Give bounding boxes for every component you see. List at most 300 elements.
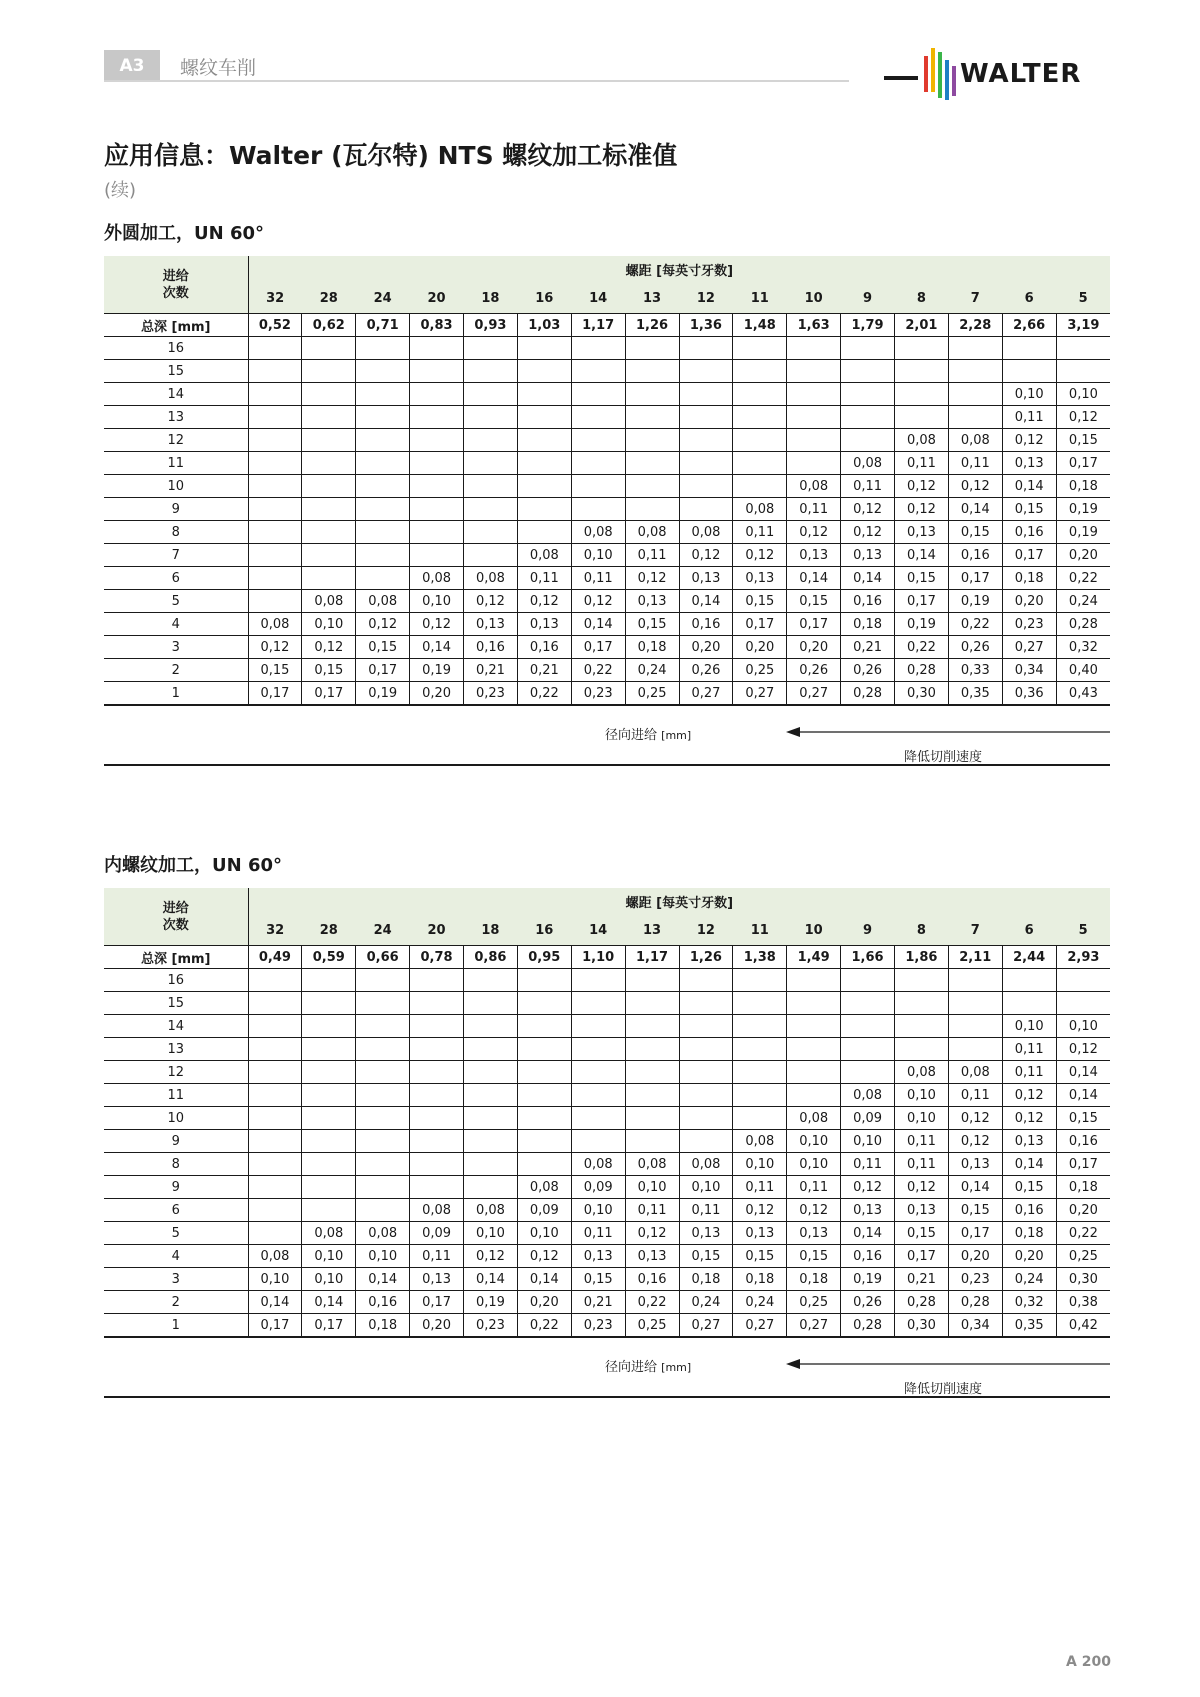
radial-feed-cell: 0,12 xyxy=(571,590,625,613)
radial-feed-cell xyxy=(517,337,571,360)
radial-feed-cell xyxy=(679,406,733,429)
radial-feed-cell: 0,17 xyxy=(410,1291,464,1314)
radial-feed-cell: 0,12 xyxy=(679,544,733,567)
radial-feed-cell: 0,15 xyxy=(787,590,841,613)
radial-feed-cell: 0,11 xyxy=(571,567,625,590)
radial-feed-cell: 0,28 xyxy=(1056,613,1110,636)
radial-feed-cell: 0,16 xyxy=(517,636,571,659)
total-depth-value: 0,71 xyxy=(356,314,410,337)
radial-feed-cell: 0,10 xyxy=(1002,1015,1056,1038)
radial-feed-cell xyxy=(356,1061,410,1084)
radial-feed-cell xyxy=(517,1130,571,1153)
radial-feed-cell: 0,12 xyxy=(517,1245,571,1268)
radial-feed-cell: 0,11 xyxy=(571,1222,625,1245)
radial-feed-cell: 0,13 xyxy=(895,1199,949,1222)
radial-feed-cell xyxy=(625,360,679,383)
radial-feed-cell: 0,20 xyxy=(787,636,841,659)
radial-feed-cell xyxy=(787,452,841,475)
total-depth-value: 1,48 xyxy=(733,314,787,337)
table-row xyxy=(104,590,1110,613)
radial-feed-cell: 0,08 xyxy=(948,1061,1002,1084)
radial-feed-cell xyxy=(571,1038,625,1061)
radial-feed-cell xyxy=(841,1015,895,1038)
radial-feed-cell: 0,08 xyxy=(841,1084,895,1107)
radial-feed-cell xyxy=(302,337,356,360)
logo-dash xyxy=(884,76,918,80)
radial-feed-cell: 0,17 xyxy=(895,1245,949,1268)
total-depth-value: 1,26 xyxy=(625,314,679,337)
radial-feed-cell xyxy=(841,360,895,383)
radial-feed-cell: 0,19 xyxy=(1056,498,1110,521)
radial-feed-cell xyxy=(517,1107,571,1130)
radial-feed-cell: 0,26 xyxy=(841,659,895,682)
radial-feed-cell: 0,08 xyxy=(787,1107,841,1130)
radial-feed-cell: 0,21 xyxy=(841,636,895,659)
radial-feed-cell xyxy=(787,360,841,383)
radial-feed-cell: 0,12 xyxy=(302,636,356,659)
radial-feed-cell: 0,13 xyxy=(679,1222,733,1245)
radial-feed-cell xyxy=(895,337,949,360)
radial-feed-cell xyxy=(464,475,518,498)
table-row xyxy=(104,567,1110,590)
radial-feed-cell: 0,23 xyxy=(948,1268,1002,1291)
table-row xyxy=(104,1153,1110,1176)
radial-feed-cell xyxy=(733,1107,787,1130)
table-row xyxy=(104,383,1110,406)
radial-feed-cell: 0,09 xyxy=(841,1107,895,1130)
radial-feed-cell: 0,20 xyxy=(948,1245,1002,1268)
radial-feed-cell xyxy=(464,1061,518,1084)
radial-feed-cell: 0,12 xyxy=(1002,429,1056,452)
pitch-value: 28 xyxy=(302,915,356,946)
logo-bar xyxy=(924,56,928,92)
radial-feed-cell: 0,10 xyxy=(410,590,464,613)
radial-feed-cell xyxy=(679,1107,733,1130)
radial-feed-cell: 0,15 xyxy=(248,659,302,682)
pitch-value: 7 xyxy=(948,915,1002,946)
radial-feed-cell: 0,10 xyxy=(302,613,356,636)
radial-feed-cell: 0,22 xyxy=(571,659,625,682)
pass-number: 14 xyxy=(104,1015,248,1038)
radial-feed-cell xyxy=(733,969,787,992)
radial-feed-cell: 0,12 xyxy=(1002,1084,1056,1107)
table-row xyxy=(104,659,1110,682)
pass-number: 10 xyxy=(104,475,248,498)
table-row xyxy=(104,475,1110,498)
radial-feed-cell xyxy=(248,1222,302,1245)
radial-feed-cell xyxy=(302,544,356,567)
radial-feed-cell xyxy=(302,1038,356,1061)
radial-feed-cell xyxy=(410,452,464,475)
radial-feed-cell xyxy=(517,383,571,406)
radial-feed-cell: 0,13 xyxy=(733,1222,787,1245)
radial-feed-cell xyxy=(625,1107,679,1130)
radial-feed-cell xyxy=(356,1107,410,1130)
table-row xyxy=(104,360,1110,383)
radial-feed-cell xyxy=(410,1038,464,1061)
radial-feed-cell: 0,08 xyxy=(571,1153,625,1176)
pass-number: 12 xyxy=(104,1061,248,1084)
radial-feed-cell: 0,10 xyxy=(302,1245,356,1268)
radial-feed-cell: 0,38 xyxy=(1056,1291,1110,1314)
radial-feed-cell xyxy=(248,498,302,521)
total-depth-value: 2,01 xyxy=(895,314,949,337)
radial-feed-cell: 0,16 xyxy=(464,636,518,659)
radial-feed-cell xyxy=(679,360,733,383)
radial-feed-cell: 0,30 xyxy=(895,1314,949,1338)
left-arrow-icon xyxy=(786,726,1110,738)
radial-feed-cell xyxy=(248,429,302,452)
radial-feed-cell xyxy=(356,406,410,429)
radial-feed-cell xyxy=(733,383,787,406)
radial-feed-cell: 0,10 xyxy=(571,544,625,567)
radial-feed-cell xyxy=(248,1153,302,1176)
radial-feed-cell: 0,22 xyxy=(948,613,1002,636)
table-footer xyxy=(104,1338,1110,1396)
radial-feed-cell xyxy=(1056,337,1110,360)
radial-feed-cell: 0,13 xyxy=(787,544,841,567)
radial-feed-cell: 0,14 xyxy=(302,1291,356,1314)
radial-feed-cell: 0,20 xyxy=(679,636,733,659)
radial-feed-cell xyxy=(356,1153,410,1176)
radial-feed-cell xyxy=(625,498,679,521)
radial-feed-cell: 0,24 xyxy=(733,1291,787,1314)
radial-feed-cell: 0,26 xyxy=(787,659,841,682)
radial-feed-cell: 0,24 xyxy=(679,1291,733,1314)
total-depth-value: 1,63 xyxy=(787,314,841,337)
pass-number: 13 xyxy=(104,406,248,429)
logo-bar xyxy=(945,60,949,100)
pass-number: 16 xyxy=(104,337,248,360)
radial-feed-cell xyxy=(410,337,464,360)
pitch-value: 13 xyxy=(625,283,679,314)
radial-feed-cell: 0,10 xyxy=(895,1084,949,1107)
radial-feed-cell: 0,09 xyxy=(571,1176,625,1199)
total-depth-value: 3,19 xyxy=(1056,314,1110,337)
pass-number: 1 xyxy=(104,682,248,706)
radial-feed-cell: 0,27 xyxy=(787,1314,841,1338)
radial-feed-cell: 0,21 xyxy=(895,1268,949,1291)
radial-feed-cell xyxy=(625,1038,679,1061)
radial-feed-cell: 0,11 xyxy=(517,567,571,590)
pass-number: 8 xyxy=(104,1153,248,1176)
radial-feed-cell: 0,14 xyxy=(1002,1153,1056,1176)
radial-feed-cell: 0,11 xyxy=(895,1130,949,1153)
radial-feed-cell: 0,17 xyxy=(356,659,410,682)
radial-feed-cell: 0,17 xyxy=(787,613,841,636)
radial-feed-cell xyxy=(302,521,356,544)
radial-feed-cell: 0,18 xyxy=(1056,1176,1110,1199)
radial-feed-cell xyxy=(733,475,787,498)
radial-feed-cell xyxy=(571,498,625,521)
radial-feed-cell xyxy=(302,406,356,429)
radial-feed-cell: 0,11 xyxy=(625,544,679,567)
radial-feed-cell: 0,19 xyxy=(356,682,410,706)
table-row xyxy=(104,1061,1110,1084)
radial-feed-cell xyxy=(248,567,302,590)
walter-logo xyxy=(884,46,1110,104)
radial-feed-cell xyxy=(356,1038,410,1061)
radial-feed-cell: 0,16 xyxy=(841,590,895,613)
radial-feed-cell xyxy=(787,337,841,360)
radial-feed-cell xyxy=(895,1015,949,1038)
table-row xyxy=(104,1245,1110,1268)
radial-feed-cell xyxy=(464,992,518,1015)
radial-feed-cell: 0,15 xyxy=(733,590,787,613)
radial-feed-cell: 0,25 xyxy=(787,1291,841,1314)
radial-feed-cell xyxy=(625,429,679,452)
pass-number: 7 xyxy=(104,544,248,567)
radial-feed-cell: 0,10 xyxy=(248,1268,302,1291)
pitch-value: 18 xyxy=(464,283,518,314)
radial-feed-cell xyxy=(517,498,571,521)
radial-feed-cell: 0,14 xyxy=(248,1291,302,1314)
radial-feed-cell xyxy=(302,1107,356,1130)
radial-feed-cell xyxy=(787,969,841,992)
radial-feed-cell: 0,25 xyxy=(625,682,679,706)
radial-feed-cell: 0,08 xyxy=(464,1199,518,1222)
radial-feed-cell xyxy=(571,360,625,383)
total-depth-label: 总深 [mm] xyxy=(104,946,248,969)
radial-feed-cell: 0,08 xyxy=(356,1222,410,1245)
radial-feed-cell xyxy=(356,1176,410,1199)
radial-feed-cell: 0,17 xyxy=(248,1314,302,1338)
total-depth-value: 0,93 xyxy=(464,314,518,337)
radial-feed-cell xyxy=(356,1084,410,1107)
radial-feed-cell: 0,21 xyxy=(517,659,571,682)
radial-feed-cell: 0,30 xyxy=(1056,1268,1110,1291)
radial-feed-cell xyxy=(571,969,625,992)
radial-feed-cell: 0,13 xyxy=(464,613,518,636)
radial-feed-cell: 0,14 xyxy=(356,1268,410,1291)
radial-feed-cell: 0,13 xyxy=(841,544,895,567)
radial-feed-cell xyxy=(571,1084,625,1107)
radial-feed-cell: 0,28 xyxy=(841,682,895,706)
radial-feed-cell: 0,11 xyxy=(787,498,841,521)
radial-feed-cell: 0,14 xyxy=(841,567,895,590)
radial-feed-cell: 0,12 xyxy=(356,613,410,636)
radial-feed-cell: 0,08 xyxy=(679,1153,733,1176)
table-row xyxy=(104,1130,1110,1153)
radial-feed-cell xyxy=(302,452,356,475)
radial-feed-text: 径向进给 xyxy=(605,1360,658,1375)
page-number: A 200 xyxy=(1066,1654,1111,1670)
radial-feed-cell xyxy=(356,383,410,406)
thread-table xyxy=(104,256,1110,706)
radial-feed-cell xyxy=(356,544,410,567)
radial-feed-cell xyxy=(464,406,518,429)
pitch-value: 5 xyxy=(1056,915,1110,946)
radial-feed-cell: 0,20 xyxy=(1056,1199,1110,1222)
radial-feed-cell: 0,13 xyxy=(948,1153,1002,1176)
radial-feed-cell: 0,10 xyxy=(1056,1015,1110,1038)
radial-feed-cell xyxy=(787,992,841,1015)
radial-feed-cell: 0,12 xyxy=(517,590,571,613)
radial-feed-cell: 0,34 xyxy=(948,1314,1002,1338)
total-depth-value: 1,49 xyxy=(787,946,841,969)
pitch-header: 螺距 [每英寸牙数] xyxy=(248,888,1110,915)
radial-feed-cell: 0,08 xyxy=(733,1130,787,1153)
radial-feed-cell: 0,23 xyxy=(464,682,518,706)
radial-feed-cell xyxy=(302,475,356,498)
radial-feed-cell: 0,11 xyxy=(410,1245,464,1268)
radial-feed-cell xyxy=(679,498,733,521)
radial-feed-cell: 0,12 xyxy=(1056,1038,1110,1061)
radial-feed-label xyxy=(605,724,691,743)
radial-feed-cell: 0,13 xyxy=(895,521,949,544)
radial-feed-cell: 0,18 xyxy=(1002,1222,1056,1245)
radial-feed-cell: 0,28 xyxy=(948,1291,1002,1314)
radial-feed-cell: 0,08 xyxy=(787,475,841,498)
pitch-value: 10 xyxy=(787,283,841,314)
radial-feed-cell: 0,10 xyxy=(787,1130,841,1153)
logo-text: WALTER xyxy=(960,59,1082,89)
radial-feed-cell: 0,20 xyxy=(410,682,464,706)
radial-feed-cell xyxy=(625,383,679,406)
radial-feed-cell: 0,11 xyxy=(787,1176,841,1199)
table-row xyxy=(104,992,1110,1015)
section-code: A3 xyxy=(119,56,145,76)
radial-feed-cell xyxy=(571,406,625,429)
radial-feed-cell: 0,08 xyxy=(410,1199,464,1222)
radial-feed-cell xyxy=(679,475,733,498)
radial-feed-cell xyxy=(356,1199,410,1222)
radial-feed-cell: 0,19 xyxy=(895,613,949,636)
total-depth-value: 2,11 xyxy=(948,946,1002,969)
radial-feed-cell: 0,25 xyxy=(733,659,787,682)
radial-feed-cell: 0,08 xyxy=(625,521,679,544)
reduce-speed-label: 降低切削速度 xyxy=(904,750,983,765)
pass-number: 11 xyxy=(104,452,248,475)
total-depth-value: 1,66 xyxy=(841,946,895,969)
radial-feed-unit: [mm] xyxy=(661,1361,692,1374)
radial-feed-cell xyxy=(410,498,464,521)
table-row xyxy=(104,1222,1110,1245)
total-depth-value: 1,17 xyxy=(571,314,625,337)
radial-feed-cell: 0,23 xyxy=(1002,613,1056,636)
radial-feed-cell xyxy=(1002,969,1056,992)
radial-feed-cell xyxy=(679,1061,733,1084)
radial-feed-cell xyxy=(517,1038,571,1061)
radial-feed-cell xyxy=(625,992,679,1015)
radial-feed-cell: 0,11 xyxy=(948,1084,1002,1107)
total-depth-value: 0,86 xyxy=(464,946,518,969)
external-threading-section xyxy=(104,222,1110,766)
radial-feed-cell xyxy=(841,1061,895,1084)
radial-feed-cell: 0,08 xyxy=(302,590,356,613)
radial-feed-cell xyxy=(517,406,571,429)
pitch-value: 14 xyxy=(571,915,625,946)
radial-feed-cell: 0,16 xyxy=(356,1291,410,1314)
pitch-value: 7 xyxy=(948,283,1002,314)
radial-feed-cell xyxy=(1002,337,1056,360)
radial-feed-cell: 0,12 xyxy=(248,636,302,659)
radial-feed-cell xyxy=(464,1130,518,1153)
radial-feed-cell: 0,28 xyxy=(895,1291,949,1314)
radial-feed-cell: 0,22 xyxy=(1056,1222,1110,1245)
radial-feed-cell: 0,15 xyxy=(1002,1176,1056,1199)
radial-feed-cell xyxy=(302,992,356,1015)
radial-feed-cell: 0,27 xyxy=(733,682,787,706)
table-row xyxy=(104,682,1110,706)
radial-feed-cell xyxy=(571,452,625,475)
pass-number: 2 xyxy=(104,1291,248,1314)
pitch-value: 18 xyxy=(464,915,518,946)
radial-feed-cell xyxy=(679,969,733,992)
radial-feed-cell xyxy=(464,360,518,383)
radial-feed-cell: 0,23 xyxy=(571,1314,625,1338)
pitch-value: 28 xyxy=(302,283,356,314)
radial-feed-cell: 0,12 xyxy=(787,521,841,544)
radial-feed-cell xyxy=(356,969,410,992)
table-title: 外圆加工，UN 60° xyxy=(104,223,264,244)
radial-feed-cell xyxy=(248,1130,302,1153)
logo-bar xyxy=(952,66,956,96)
radial-feed-cell xyxy=(1056,992,1110,1015)
radial-feed-cell xyxy=(302,1153,356,1176)
radial-feed-cell: 0,13 xyxy=(410,1268,464,1291)
radial-feed-cell: 0,17 xyxy=(948,567,1002,590)
table-footer xyxy=(104,706,1110,764)
radial-feed-cell xyxy=(841,969,895,992)
radial-feed-cell xyxy=(302,1176,356,1199)
radial-feed-cell xyxy=(464,1107,518,1130)
radial-feed-cell: 0,11 xyxy=(1002,406,1056,429)
radial-feed-cell xyxy=(679,1038,733,1061)
radial-feed-cell xyxy=(356,475,410,498)
radial-feed-cell: 0,08 xyxy=(410,567,464,590)
pitch-value: 10 xyxy=(787,915,841,946)
radial-feed-cell: 0,20 xyxy=(1056,544,1110,567)
radial-feed-cell xyxy=(248,1199,302,1222)
thread-table xyxy=(104,888,1110,1338)
radial-feed-cell: 0,15 xyxy=(625,613,679,636)
pitch-value: 9 xyxy=(841,915,895,946)
radial-feed-cell xyxy=(356,337,410,360)
radial-feed-cell: 0,18 xyxy=(841,613,895,636)
radial-feed-cell xyxy=(410,544,464,567)
radial-feed-cell xyxy=(571,337,625,360)
table-row xyxy=(104,969,1110,992)
pass-number: 9 xyxy=(104,1176,248,1199)
pass-number: 12 xyxy=(104,429,248,452)
radial-feed-cell: 0,19 xyxy=(948,590,1002,613)
pass-number: 6 xyxy=(104,1199,248,1222)
radial-feed-cell: 0,33 xyxy=(948,659,1002,682)
radial-feed-cell xyxy=(248,1015,302,1038)
pitch-value: 6 xyxy=(1002,283,1056,314)
pitch-value: 32 xyxy=(248,283,302,314)
pass-number: 11 xyxy=(104,1084,248,1107)
left-arrow-icon xyxy=(786,1358,1110,1370)
radial-feed-cell: 0,10 xyxy=(679,1176,733,1199)
radial-feed-cell xyxy=(733,1084,787,1107)
radial-feed-cell xyxy=(248,1176,302,1199)
radial-feed-cell: 0,35 xyxy=(1002,1314,1056,1338)
radial-feed-cell: 0,10 xyxy=(733,1153,787,1176)
radial-feed-cell xyxy=(302,1130,356,1153)
logo-bar xyxy=(938,52,942,98)
radial-feed-text: 径向进给 xyxy=(605,728,658,743)
radial-feed-cell: 0,12 xyxy=(625,1222,679,1245)
total-depth-value: 1,86 xyxy=(895,946,949,969)
radial-feed-cell xyxy=(571,992,625,1015)
radial-feed-cell xyxy=(517,452,571,475)
radial-feed-unit: [mm] xyxy=(661,729,692,742)
feed-label-line2: 次数 xyxy=(162,917,189,933)
page-subtitle: (续) xyxy=(104,180,137,201)
table-row xyxy=(104,429,1110,452)
